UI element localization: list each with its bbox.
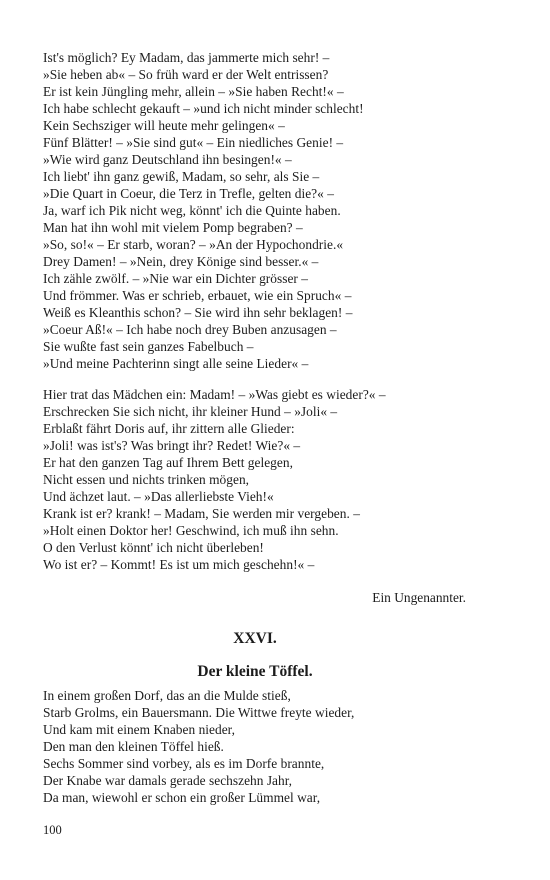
verse-line: Und kam mit einem Knaben nieder, [43, 722, 235, 737]
verse-line: Kein Sechsziger will heute mehr gelingen« – [43, 118, 285, 133]
verse-line: Hier trat das Mädchen ein: Madam! – »Was giebt es wieder?« – [43, 387, 386, 402]
verse-line: Er hat den ganzen Tag auf Ihrem Bett gelegen, [43, 455, 293, 470]
author-signature: Ein Ungenannter. [372, 590, 466, 605]
verse-line: Nicht essen und nichts trinken mögen, [43, 472, 250, 487]
verse-line: O den Verlust könnt' ich nicht überleben! [43, 540, 264, 555]
verse-line: Krank ist er? krank! – Madam, Sie werden mir vergeben. – [43, 506, 360, 521]
verse-line: Da man, wiewohl er schon ein großer Lümmel war, [43, 790, 321, 805]
verse-line: Ja, warf ich Pik nicht weg, könnt' ich die Quinte haben. [43, 203, 341, 218]
verse-line: Erschrecken Sie sich nicht, ihr kleiner Hund – »Joli« – [43, 404, 338, 419]
poem-number-heading: XXVI. [233, 630, 277, 647]
verse-line: »Joli! was ist's? Was bringt ihr? Redet! Wie?« – [43, 438, 301, 453]
verse-line: Erblaßt fährt Doris auf, ihr zittern alle Glieder: [43, 421, 295, 436]
verse-line: Weiß es Kleanthis schon? – Sie wird ihn sehr beklagen! – [43, 305, 353, 320]
verse-line: »Coeur Aß!« – Ich habe noch drey Buben anzusagen – [43, 322, 337, 337]
verse-line: »Die Quart in Coeur, die Terz in Trefle, gelten die?« – [43, 186, 334, 201]
verse-line: Ich habe schlecht gekauft – »und ich nicht minder schlecht! [43, 101, 364, 116]
verse-line: »Holt einen Doktor her! Geschwind, ich muß ihn sehn. [43, 523, 339, 538]
verse-line: Ist's möglich? Ey Madam, das jammerte mich sehr! – [43, 50, 330, 65]
page-number: 100 [43, 823, 62, 837]
verse-line: Und frömmer. Was er schrieb, erbauet, wie ein Spruch« – [43, 288, 352, 303]
verse-line: Ich liebt' ihn ganz gewiß, Madam, so sehr, als Sie – [43, 169, 320, 184]
verse-line: Drey Damen! – »Nein, drey Könige sind besser.« – [43, 254, 319, 269]
verse-line: Sie wußte fast sein ganzes Fabelbuch – [43, 339, 254, 354]
verse-line: Sechs Sommer sind vorbey, als es im Dorfe brannte, [43, 756, 325, 771]
verse-line: »So, so!« – Er starb, woran? – »An der Hypochondrie.« [43, 237, 344, 252]
verse-line: Fünf Blätter! – »Sie sind gut« – Ein niedliches Genie! – [43, 135, 344, 150]
verse-line: Er ist kein Jüngling mehr, allein – »Sie haben Recht!« – [43, 84, 344, 99]
verse-line: Wo ist er? – Kommt! Es ist um mich geschehn!« – [43, 557, 315, 572]
verse-line: Und ächzet laut. – »Das allerliebste Vieh!« [43, 489, 274, 504]
verse-line: »Sie heben ab« – So früh ward er der Welt entrissen? [43, 67, 329, 82]
verse-line: In einem großen Dorf, das an die Mulde stieß, [43, 688, 291, 703]
verse-line: Der Knabe war damals gerade sechszehn Jahr, [43, 773, 293, 788]
verse-line: Ich zähle zwölf. – »Nie war ein Dichter grösser – [43, 271, 308, 286]
verse-line: Den man den kleinen Töffel hieß. [43, 739, 224, 754]
verse-line: Man hat ihn wohl mit vielem Pomp begraben? – [43, 220, 303, 235]
verse-line: Starb Grolms, ein Bauersmann. Die Wittwe freyte wieder, [43, 705, 355, 720]
verse-line: »Und meine Pachterinn singt alle seine Lieder« – [43, 356, 309, 371]
verse-line: »Wie wird ganz Deutschland ihn besingen!« – [43, 152, 292, 167]
poem-title: Der kleine Töffel. [197, 663, 313, 680]
